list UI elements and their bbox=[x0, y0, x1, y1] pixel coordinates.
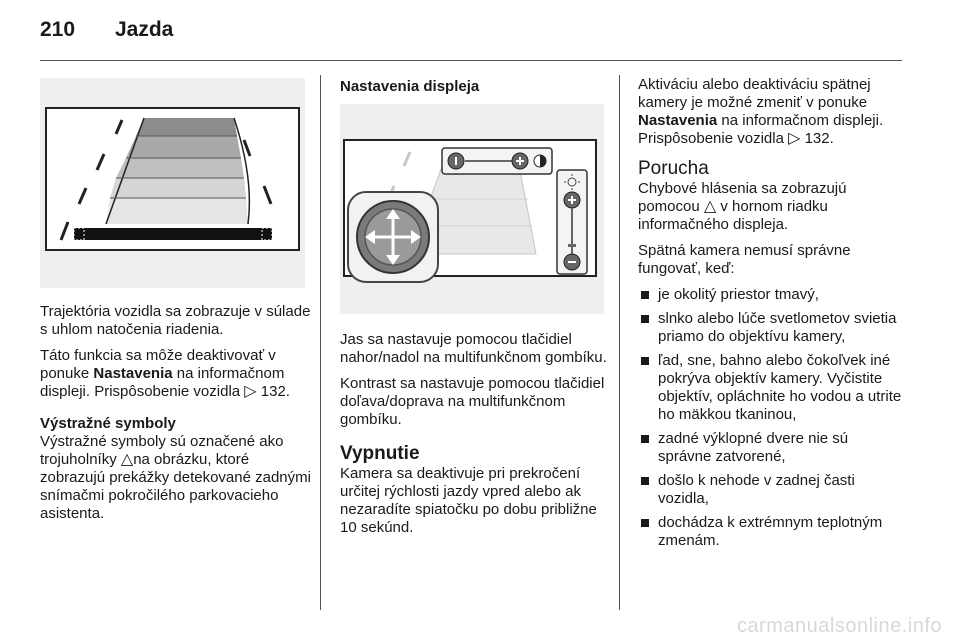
malfunction-intro: Spätná kamera nemusí správne fungovať, keď: bbox=[638, 242, 851, 277]
column-2 bbox=[340, 331, 612, 545]
column-2-heading bbox=[340, 78, 612, 96]
activation-text: Aktiváciu alebo deaktiváciu spätnej kamery je možné zmeniť v ponuke Nastavenia na informačnom displeji. Prispôsobenie vozidla ▷ 132. bbox=[638, 76, 884, 147]
list-item: slnko alebo lúče svetlometov svietia priamo do objektívu kamery, bbox=[638, 310, 904, 346]
column-1 bbox=[40, 303, 312, 531]
fault-heading: Porucha bbox=[638, 158, 709, 179]
deactivate-text: Táto funkcia sa môže deaktivovať v ponuke Nastavenia na informačnom displeji. Prispôsobenie vozidla ▷ 132. bbox=[40, 347, 290, 400]
menu-settings-label-2: Nastavenia bbox=[638, 112, 718, 129]
list-item: došlo k nehode v zadnej časti vozidla, bbox=[638, 472, 904, 508]
warning-symbols-heading: Výstražné symboly bbox=[40, 415, 176, 432]
display-settings-illustration bbox=[340, 104, 604, 314]
trajectory-text: Trajektória vozidla sa zobrazuje v súlade s uhlom natočenia riadenia. bbox=[40, 303, 311, 338]
menu-settings-label: Nastavenia bbox=[93, 365, 173, 382]
page-number: 210 bbox=[40, 18, 76, 41]
column-divider-1 bbox=[320, 75, 321, 610]
display-settings-heading: Nastavenia displeja bbox=[340, 78, 480, 95]
brightness-text: Jas sa nastavuje pomocou tlačidiel nahor/nadol na multifunkčnom gombíku. bbox=[340, 331, 607, 366]
warning-triangle-icon: △ bbox=[120, 451, 134, 468]
warning-symbols-text: Výstražné symboly sú označené ako trojuholníky △na obrázku, ktoré zobrazujú prekážky detekované zadnými snímačmi pokročilého parkovacieho asistenta. bbox=[40, 433, 311, 522]
column-divider-2 bbox=[619, 75, 620, 610]
list-item: zadné výklopné dvere nie sú správne zatvorené, bbox=[638, 430, 904, 466]
warning-triangle-icon-2: △ bbox=[703, 198, 717, 215]
switch-off-text: Kamera sa deaktivuje pri prekročení určitej rýchlosti jazdy vpred alebo ak nezaradíte spiatočku po dobu približne 10 sekúnd. bbox=[340, 465, 597, 536]
watermark: carmanualsonline.info bbox=[736, 615, 942, 637]
page-header bbox=[40, 18, 173, 42]
page-title: Jazda bbox=[115, 18, 174, 41]
malfunction-list bbox=[638, 286, 904, 550]
reference-arrow-icon: ▷ bbox=[244, 383, 257, 400]
list-item: dochádza k extrémnym teplotným zmenám. bbox=[638, 514, 904, 550]
reference-arrow-icon-2: ▷ bbox=[788, 130, 801, 147]
list-item: ľad, sne, bahno alebo čokoľvek iné pokrýva objektív kamery. Vyčistite objektív, opláchnite ho vodou a utrite ho mäkkou tkaninou, bbox=[638, 352, 904, 424]
switch-off-heading: Vypnutie bbox=[340, 443, 420, 464]
contrast-text: Kontrast sa nastavuje pomocou tlačidiel doľava/doprava na multifunkčnom gombíku. bbox=[340, 375, 605, 428]
list-item: je okolitý priestor tmavý, bbox=[638, 286, 904, 304]
trajectory-illustration bbox=[40, 78, 305, 288]
column-3 bbox=[638, 76, 904, 556]
fault-messages-text: Chybové hlásenia sa zobrazujú pomocou △ v hornom riadku informačného displeja. bbox=[638, 180, 847, 233]
header-rule bbox=[40, 60, 902, 61]
